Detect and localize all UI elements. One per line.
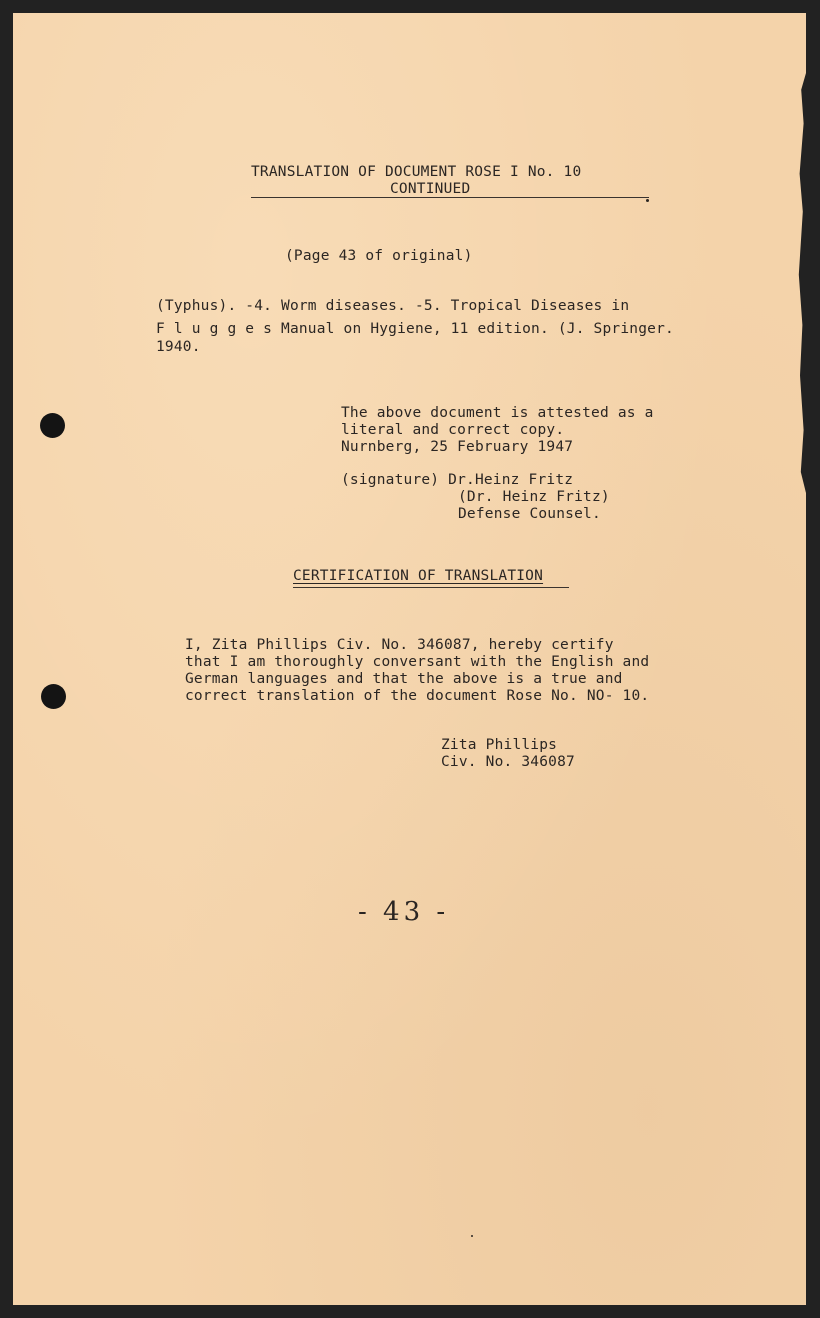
torn-edge — [798, 73, 806, 493]
page-reference: (Page 43 of original) — [285, 248, 473, 264]
page-number: - 43 - — [358, 897, 450, 927]
certification-line-2: that I am thoroughly conversant with the English and — [185, 654, 650, 670]
certification-heading: CERTIFICATION OF TRANSLATION — [293, 568, 544, 584]
attestation-name: (Dr. Heinz Fritz) — [458, 489, 610, 505]
header-title: TRANSLATION OF DOCUMENT ROSE I No. 10 — [251, 164, 582, 180]
body-line-3: 1940. — [156, 339, 201, 355]
paper-speck — [471, 1235, 473, 1237]
certification-line-1: I, Zita Phillips Civ. No. 346087, hereby certify — [185, 637, 614, 653]
punch-hole-top — [40, 413, 65, 438]
translator-civ-number: Civ. No. 346087 — [441, 754, 575, 770]
attestation-date: Nurnberg, 25 February 1947 — [341, 439, 574, 455]
punch-hole-bottom — [41, 684, 66, 709]
document-page — [13, 13, 806, 1305]
header-rule-dot — [646, 199, 649, 202]
attestation-line-2: literal and correct copy. — [341, 422, 565, 438]
certification-heading-rule — [293, 587, 569, 588]
body-line-2: F l u g g e s Manual on Hygiene, 11 edition. (J. Springer. — [156, 321, 674, 337]
header-rule — [251, 197, 649, 198]
attestation-line-1: The above document is attested as a — [341, 405, 654, 421]
header-continued: CONTINUED — [390, 181, 471, 197]
attestation-signature: (signature) Dr.Heinz Fritz — [341, 472, 574, 488]
certification-line-4: correct translation of the document Rose No. NO- 10. — [185, 688, 650, 704]
body-line-1: (Typhus). -4. Worm diseases. -5. Tropical Diseases in — [156, 298, 630, 314]
translator-name: Zita Phillips — [441, 737, 558, 753]
certification-line-3: German languages and that the above is a true and — [185, 671, 623, 687]
attestation-title: Defense Counsel. — [458, 506, 601, 522]
